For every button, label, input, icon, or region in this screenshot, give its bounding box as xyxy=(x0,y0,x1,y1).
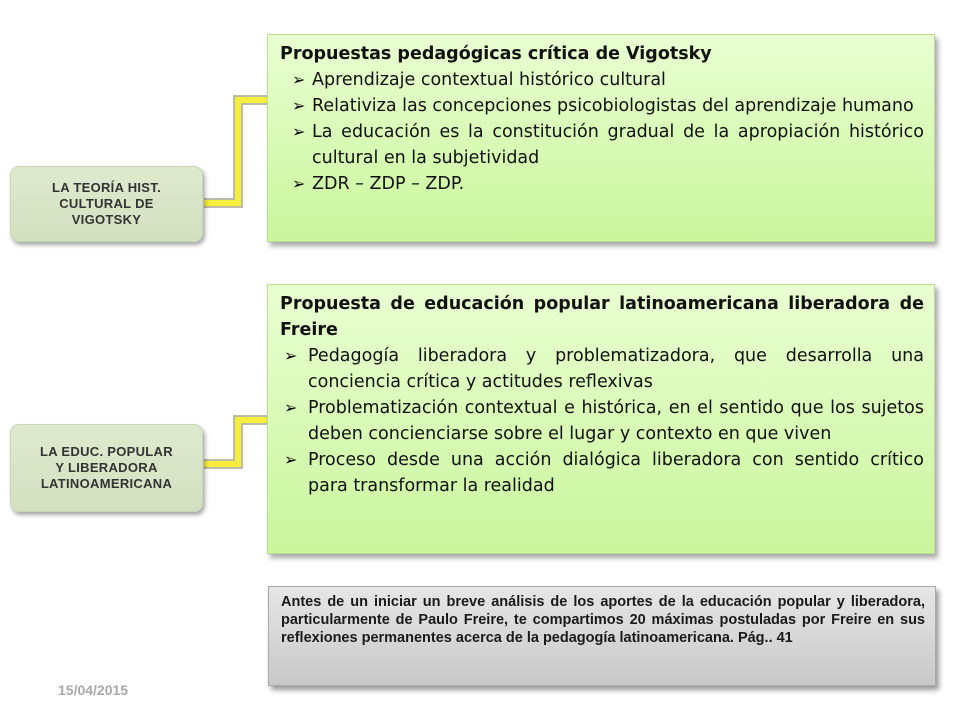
connector-arrow-freire-fill xyxy=(204,420,267,464)
connector-arrow-freire xyxy=(204,420,267,464)
list-item xyxy=(280,395,924,447)
arrow-bullet-icon: ➢ xyxy=(292,70,306,89)
freire-proposals-box xyxy=(267,284,935,554)
arrow-bullet-icon: ➢ xyxy=(284,346,298,365)
list-item-text: Aprendizaje contextual histórico cultural xyxy=(312,70,666,90)
arrow-bullet-icon: ➢ xyxy=(292,96,306,115)
freire-list xyxy=(280,343,924,499)
list-item xyxy=(280,67,924,93)
slide-date: 15/04/2015 xyxy=(58,682,129,698)
arrow-bullet-icon: ➢ xyxy=(292,174,306,193)
vigotsky-box-title: Propuestas pedagógicas crítica de Vigotsky xyxy=(280,44,712,64)
vigotsky-proposals-box xyxy=(267,34,935,242)
label-educ-text: LA EDUC. POPULAR Y LIBERADORA LATINOAMERICANA xyxy=(40,444,173,491)
list-item-text: La educación es la constitución gradual de la apropiación histórico cultural en la subjetividad xyxy=(312,122,924,168)
list-item xyxy=(280,343,924,395)
list-item xyxy=(280,119,924,171)
arrow-bullet-icon: ➢ xyxy=(284,450,298,469)
list-item-text: Pedagogía liberadora y problematizadora, que desarrolla una conciencia crítica y actitudes reflexivas xyxy=(308,346,924,392)
list-item xyxy=(280,171,924,197)
list-item xyxy=(280,93,924,119)
vigotsky-list xyxy=(280,67,924,197)
label-teoria-historico-cultural xyxy=(10,166,203,242)
list-item-text: ZDR – ZDP – ZDP. xyxy=(312,174,465,194)
arrow-bullet-icon: ➢ xyxy=(284,398,298,417)
reference-note-box xyxy=(268,586,936,686)
label-teoria-text: LA TEORÍA HIST. CULTURAL DE VIGOTSKY xyxy=(52,180,161,227)
list-item-text: Problematización contextual e histórica, en el sentido que los sujetos deben concienciarse sobre el lugar y contexto en que viven xyxy=(308,398,924,444)
freire-box-title: Propuesta de educación popular latinoamericana liberadora de Freire xyxy=(280,294,924,340)
connector-arrow-vigotsky-fill xyxy=(204,100,267,203)
list-item-text: Relativiza las concepciones psicobiologistas del aprendizaje humano xyxy=(312,96,914,116)
reference-note-text: Antes de un iniciar un breve análisis de los aportes de la educación popular y liberadora, particularmente de Paulo Freire, te compartimos 20 máximas postuladas por Freire en sus reflexiones permanentes acerca de la pedagogía latinoamericana. Pág.. 41 xyxy=(281,594,925,646)
list-item-text: Proceso desde una acción dialógica liberadora con sentido crítico para transformar la realidad xyxy=(308,450,924,496)
connector-arrow-vigotsky xyxy=(204,100,267,203)
list-item xyxy=(280,447,924,499)
arrow-bullet-icon: ➢ xyxy=(292,122,306,141)
label-educacion-popular xyxy=(10,424,203,512)
